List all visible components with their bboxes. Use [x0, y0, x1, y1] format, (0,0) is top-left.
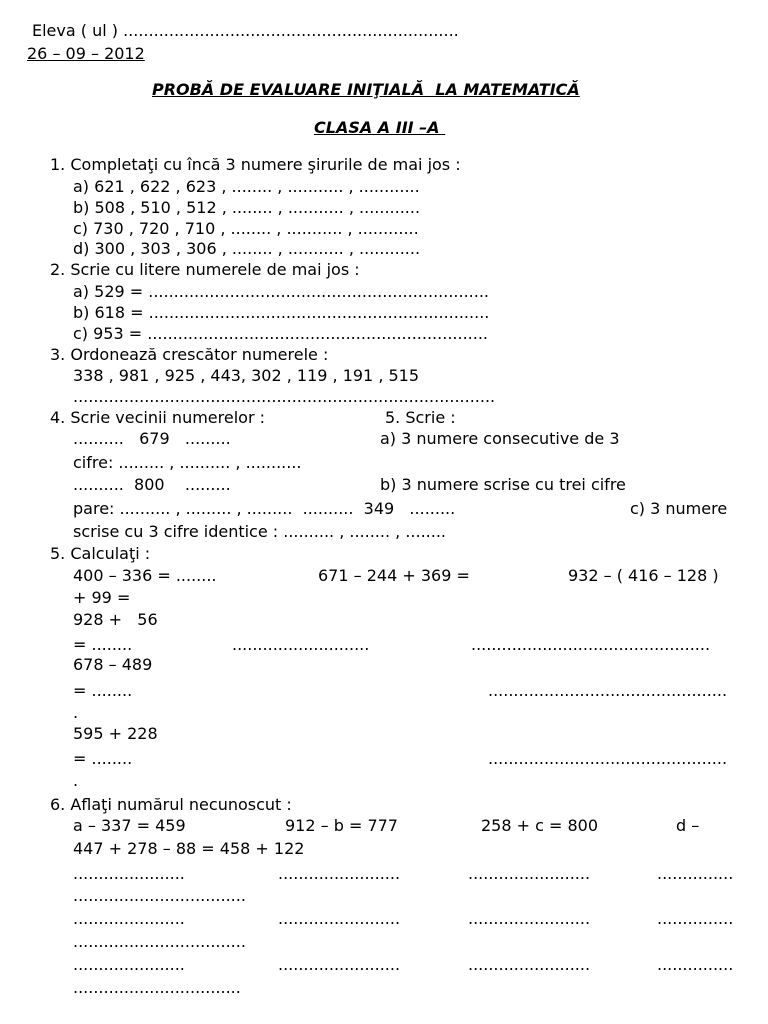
answer-line: ........................	[468, 864, 591, 883]
exercise-2-heading: 2. Scrie cu litere numerele de mai jos :	[50, 260, 360, 279]
calculation: 671 – 244 + 369 =	[318, 566, 470, 585]
exercise-line: .......... 679 .........	[73, 429, 231, 448]
calculation: + 99 =	[73, 588, 131, 607]
exercise-line: scrise cu 3 cifre identice : .......... , ........ , ........	[73, 522, 446, 541]
exercise-line: c) 953 = ...................................................................	[73, 324, 488, 343]
equation: 912 – b = 777	[285, 816, 398, 835]
answer-line: ........................	[278, 864, 401, 883]
calculation: 595 + 228	[73, 724, 158, 743]
answer-line: ........................	[468, 955, 591, 974]
exercise-line: pare: .......... , ......... , ......... .......... 349 .........	[73, 499, 456, 518]
answer-line: ...................................................................................	[73, 387, 496, 406]
exercise-1-heading: 1. Completaţi cu încă 3 numere şirurile de mai jos :	[50, 155, 461, 174]
page-title: PROBĂ DE EVALUARE INIŢIALĂ LA MATEMATICĂ	[152, 80, 580, 99]
calculation: = ........	[73, 635, 133, 654]
answer-line: ........................	[278, 909, 401, 928]
answer-line: ...............................................	[488, 681, 728, 700]
exercise-line: a) 3 numere consecutive de 3	[380, 429, 620, 448]
calculation: 678 – 489	[73, 655, 153, 674]
answer-line: ...............	[657, 864, 734, 883]
calculation: = ........	[73, 681, 133, 700]
exercise-line: .......... 800 .........	[73, 475, 231, 494]
answer-line: ...............	[657, 955, 734, 974]
exercise-6-heading: 6. Aflaţi numărul necunoscut :	[50, 795, 292, 814]
answer-line: ......................	[73, 909, 185, 928]
answer-line: ........................	[468, 909, 591, 928]
exercise-line: b) 3 numere scrise cu trei cifre	[380, 475, 626, 494]
answer-line: ..................................	[73, 886, 246, 905]
page-subtitle: CLASA A III –A	[314, 118, 446, 137]
calculation: = ........	[73, 749, 133, 768]
answer-line: ........................	[278, 955, 401, 974]
exercise-line: b) 618 = ...................................................................	[73, 303, 490, 322]
exercise-line: c) 3 numere	[630, 499, 728, 518]
exercise-5-calc-heading: 5. Calculaţi :	[50, 544, 151, 563]
date: 26 – 09 – 2012	[27, 44, 145, 63]
exercise-line: c) 730 , 720 , 710 , ........ , ........... , ............	[73, 219, 419, 238]
exercise-line: cifre: ......... , .......... , ...........	[73, 453, 302, 472]
equation: 258 + c = 800	[481, 816, 599, 835]
exercise-4-heading: 4. Scrie vecinii numerelor :	[50, 408, 265, 427]
calculation: 400 – 336 = ........	[73, 566, 217, 585]
student-name-line: Eleva ( ul ) ..................................................................	[32, 21, 459, 40]
answer-line: .	[73, 771, 79, 790]
answer-line: ...........................	[232, 635, 370, 654]
calculation: 932 – ( 416 – 128 )	[568, 566, 719, 585]
equation: 447 + 278 – 88 = 458 + 122	[73, 839, 305, 858]
answer-line: ..................................	[73, 932, 246, 951]
answer-line: ...............................................	[471, 635, 711, 654]
exercise-line: b) 508 , 510 , 512 , ........ , ........... , ............	[73, 198, 421, 217]
exercise-line: 338 , 981 , 925 , 443, 302 , 119 , 191 , 515	[73, 366, 420, 385]
exercise-5-heading: 5. Scrie :	[385, 408, 456, 427]
answer-line: ......................	[73, 955, 185, 974]
answer-line: ...............	[657, 909, 734, 928]
answer-line: ...............................................	[488, 749, 728, 768]
calculation: 928 + 56	[73, 610, 158, 629]
exercise-line: a) 621 , 622 , 623 , ........ , ........... , ............	[73, 177, 420, 196]
answer-line: .	[73, 703, 79, 722]
answer-line: .................................	[73, 978, 241, 997]
equation: d –	[676, 816, 700, 835]
equation: a – 337 = 459	[73, 816, 186, 835]
exercise-3-heading: 3. Ordonează crescător numerele :	[50, 345, 329, 364]
exercise-line: a) 529 = ...................................................................	[73, 282, 490, 301]
answer-line: ......................	[73, 864, 185, 883]
exercise-line: d) 300 , 303 , 306 , ........ , ........... , ............	[73, 239, 421, 258]
